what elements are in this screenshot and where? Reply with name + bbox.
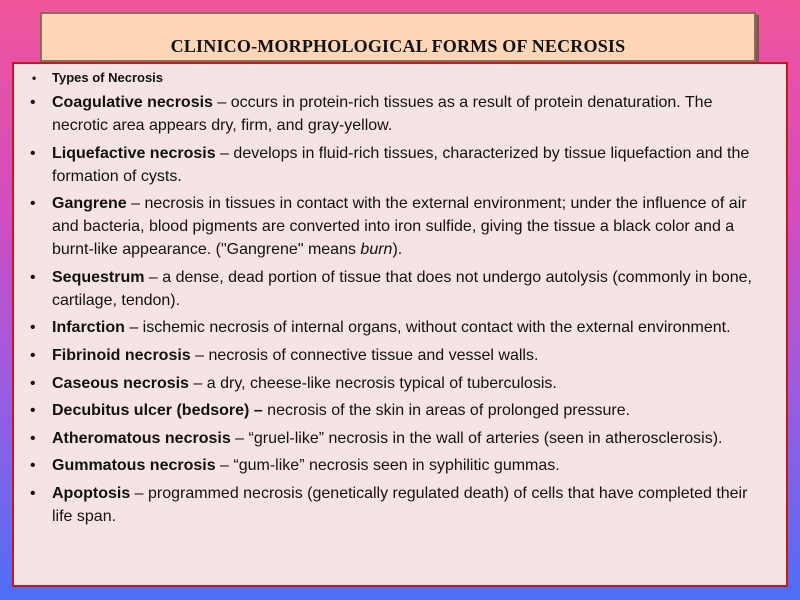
item-description: – ischemic necrosis of internal organs, without contact with the external environment.: [124, 319, 731, 337]
item-emphasis: burn: [360, 241, 393, 259]
list-item-apoptosis: [52, 482, 768, 528]
list-item-coagulative: [52, 91, 768, 137]
list-item-caseous: [52, 372, 768, 395]
item-description: – a dense, dead portion of tissue that does not undergo autolysis (commonly in bone, cartilage, tendon).: [52, 268, 752, 309]
item-term: Atheromatous necrosis: [52, 429, 231, 447]
item-term: Caseous necrosis: [52, 374, 189, 392]
slide-title: CLINICO-MORPHOLOGICAL FORMS OF NECROSIS: [170, 36, 626, 56]
item-term: Apoptosis: [52, 484, 131, 502]
list-item-sequestrum: [52, 266, 768, 312]
item-term: Decubitus ulcer (bedsore) –: [52, 402, 263, 420]
item-description: – develops in fluid-rich tissues, characterized by tissue liquefaction and the formation of cysts.: [52, 144, 750, 185]
item-description: – programmed necrosis (genetically regulated death) of cells that have completed their life span.: [52, 484, 748, 525]
title-banner: [40, 12, 756, 62]
item-description: – “gum-like” necrosis seen in syphilitic gummas.: [215, 457, 560, 475]
item-term: Gummatous necrosis: [52, 457, 216, 475]
list-item-fibrinoid: [52, 344, 768, 367]
list-item-decubitus: [52, 399, 768, 422]
item-description: necrosis of the skin in areas of prolonged pressure.: [262, 402, 631, 420]
item-term: Sequestrum: [52, 268, 145, 286]
list-item-infarction: [52, 316, 768, 339]
item-term: Gangrene: [52, 195, 127, 213]
item-description: – “gruel-like” necrosis in the wall of arteries (seen in atherosclerosis).: [230, 429, 723, 447]
item-term: Liquefactive necrosis: [52, 144, 216, 162]
list-item-liquefactive: [52, 142, 768, 188]
item-description-tail: ).: [392, 241, 403, 259]
item-term: Coagulative necrosis: [52, 94, 213, 111]
item-description: – necrosis in tissues in contact with the external environment; under the influence of air and bacteria, blood pigments are converted into iron sulfide, giving the tissue a black color and a burnt-like appearance. ("Gangrene" means: [52, 195, 747, 259]
item-description: – occurs in protein-rich tissues as a result of protein denaturation. The necrotic area appears dry, firm, and gray-yellow.: [52, 94, 713, 134]
item-term: Infarction: [52, 319, 125, 337]
item-description: – a dry, cheese-like necrosis typical of tuberculosis.: [188, 374, 557, 392]
list-item-atheromatous: [52, 427, 768, 450]
content-panel: [12, 62, 788, 587]
list-item-gangrene: [52, 192, 768, 261]
list-heading: • Types of Necrosis: [52, 69, 768, 87]
list-item-gummatous: [52, 454, 768, 477]
item-description: – necrosis of connective tissue and vessel walls.: [190, 346, 539, 364]
item-term: Fibrinoid necrosis: [52, 346, 191, 364]
necrosis-list: [14, 64, 786, 528]
